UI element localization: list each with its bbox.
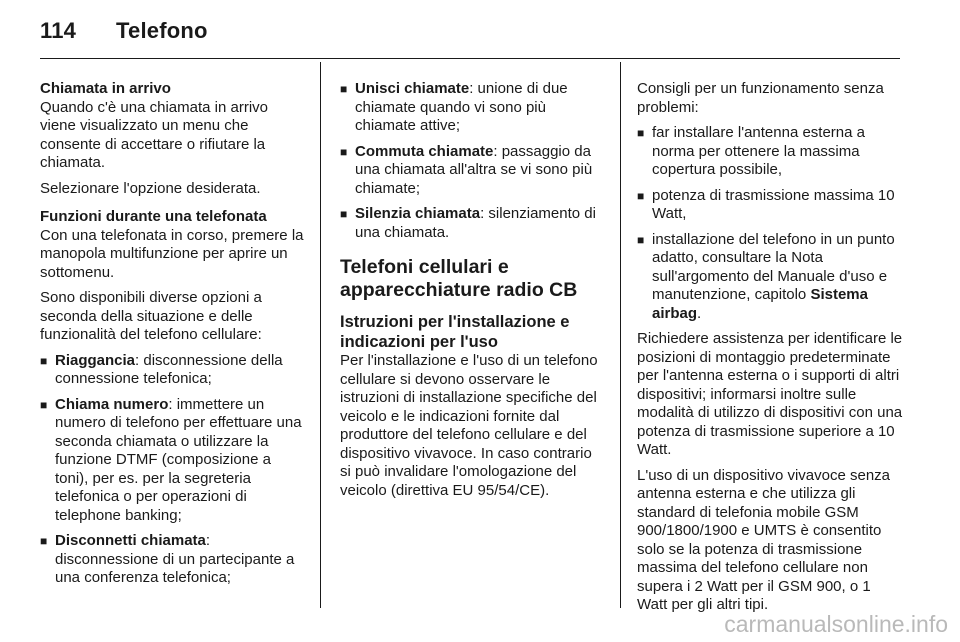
bullet-icon: ■ [340,207,348,221]
watermark: carmanualsonline.info [724,611,948,637]
column-2 [340,80,606,507]
page-title: Telefono [116,18,208,43]
paragraph: Quando c'è una chiamata in arrivo viene visualizzato un menu che consente di accettare o rifiutare la chiamata. [40,98,268,171]
paragraph: Richiedere assistenza per identificare le posizioni di montaggio predeterminate per l'antenna esterna o i supporti di altri dispositivi; informarsi inoltre sulle modalità di utilizzo di dispositivi con una potenza di trasmissione superiore a 10 Watt. [637,330,903,458]
list-item [40,396,308,526]
section-title-incoming-call: Chiamata in arrivo [40,80,171,97]
paragraph: Selezionare l'opzione desiderata. [40,179,261,197]
column-3 [637,80,905,622]
list-item [637,124,905,180]
subsection-heading-installation: Istruzioni per l'installazione e indicazioni per l'uso [340,313,570,351]
bullet-icon: ■ [40,534,48,548]
term: Silenzia chiamata [355,205,481,222]
bullet-icon: ■ [40,397,48,412]
term: Chiama numero [55,395,169,413]
list-item [637,187,905,224]
item-text: : unione di due chiamate quando vi sono più chiamate attive; [355,80,568,134]
bullet-icon: ■ [637,126,645,140]
item-tail: . [697,304,702,322]
item-text: : silenziamento di una chiamata. [355,205,596,241]
item-text: : passaggio da una chiamata all'altra se vi sono più chiamate; [355,142,593,197]
item-text: far installare l'antenna esterna a norma per ottenere la massima copertura possibile, [652,124,865,178]
item-text: installazione del telefono in un punto adatto, consultare la Nota sull'argomento del Manuale d'uso e manutenzione, capitolo [652,230,895,303]
bullet-icon: ■ [637,188,645,203]
bullet-icon: ■ [340,144,348,159]
term: Unisci chiamate [355,80,470,97]
term: Sistema airbag [652,286,868,322]
column-divider-1 [320,62,321,608]
item-text: : disconnessione della connessione telefonica; [55,351,283,387]
bullet-icon: ■ [40,353,48,368]
term: Disconnetti chiamata [55,532,206,549]
header-rule [40,58,900,59]
list-item [340,143,606,199]
item-text: potenza di trasmissione massima 10 Watt, [652,186,895,222]
paragraph: Sono disponibili diverse opzioni a seconda della situazione e delle funzionalità del telefono cellulare: [40,289,262,343]
page-number: 114 [40,18,77,43]
paragraph: Consigli per un funzionamento senza problemi: [637,80,884,116]
item-text: : immettere un numero di telefono per effettuare una seconda chiamata o utilizzare la funzione DTMF (composizione a toni), per es. per la segreteria telefonica o per operazioni di telephone banking; [55,395,302,524]
paragraph: Per l'installazione e l'uso di un telefono cellulare si devono osservare le istruzioni di installazione specifiche del veicolo e le indicazioni fornite dal produttore del telefono cellulare e del dispositivo vivavoce. In caso contrario si può invalidare l'omologazione del veicolo (direttiva EU 95/54/CE). [340,352,598,499]
list-item [40,352,308,389]
column-1 [40,80,308,595]
bullet-icon: ■ [637,232,645,247]
column-divider-2 [620,62,621,608]
list-item [637,231,905,324]
term: Riaggancia [55,351,136,369]
item-text: : disconnessione di un partecipante a una conferenza telefonica; [55,532,295,586]
section-title-call-functions: Funzioni durante una telefonata [40,208,267,225]
term: Commuta chiamate [355,142,494,160]
section-heading-mobile-phones: Telefoni cellulari e apparecchiature radio CB [340,256,578,301]
page-header [40,18,208,44]
list-item [340,80,606,136]
paragraph: L'uso di un dispositivo vivavoce senza antenna esterna e che utilizza gli standard di telefonia mobile GSM 900/1800/1900 e UMTS è consentito solo se la potenza di trasmissione massima del telefono cellulare non supera i 2 Watt per il GSM 900, o 1 Watt per gli altri tipi. [637,466,891,613]
bullet-icon: ■ [340,82,348,96]
paragraph: Con una telefonata in corso, premere la manopola multifunzione per aprire un sottomenu. [40,226,304,281]
list-item [340,205,606,242]
list-item [40,532,308,588]
